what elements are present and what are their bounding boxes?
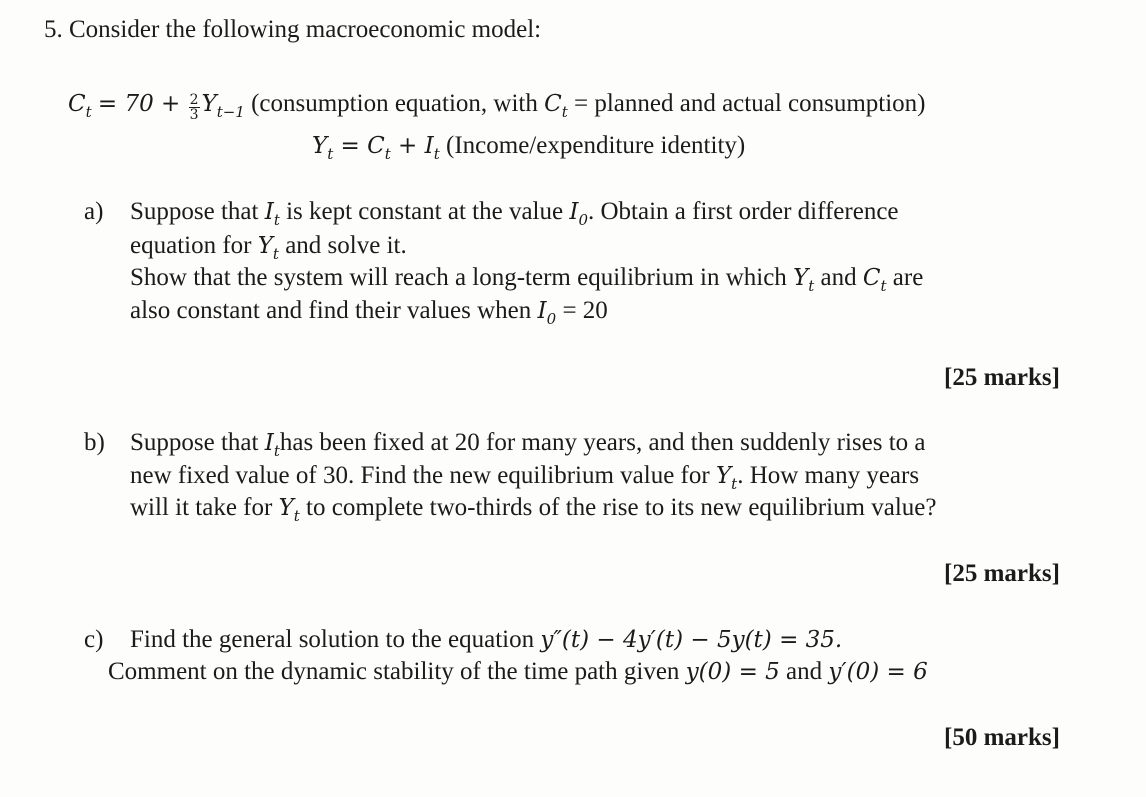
- eq1-tail: = planned and actual consumption): [574, 90, 926, 117]
- eq2-description: (Income/expenditure identity): [446, 132, 746, 159]
- part-a-line-2: equation for $Y_t$ and solve it.: [130, 232, 407, 263]
- initial-condition-dy: y′(0) = 6: [828, 659, 928, 685]
- fraction-two-thirds: $\frac{2}{3}$: [189, 92, 199, 123]
- eq1-description: (consumption equation, with: [251, 90, 538, 117]
- question-heading: 5. Consider the following macroeconomic model:: [44, 16, 542, 43]
- part-a-marks: [25 marks]: [944, 364, 1060, 391]
- part-b-line-2: new fixed value of 30. Find the new equilibrium value for $Y_t$. How many years: [130, 462, 920, 493]
- differential-equation: y″(t) − 4y′(t) − 5y(t) = 35.: [540, 627, 843, 653]
- eq1-prefix: = 70 +: [97, 91, 181, 117]
- part-b-label: b): [84, 429, 105, 456]
- part-c-line-1: c) Find the general solution to the equation y″(t) − 4y′(t) − 5y(t) = 35.: [84, 624, 842, 656]
- part-a-line-3: Show that the system will reach a long-term equilibrium in which $Y_t$ and $C_t$ are: [130, 264, 924, 295]
- income-identity: $Y_t = C_t + I_t$ (Income/expenditure identity): [312, 132, 746, 163]
- part-c-label: c): [84, 626, 104, 653]
- part-a-label: a): [84, 198, 104, 225]
- part-a-line-4: also constant and find their values when $I_0 = 20$: [130, 297, 608, 328]
- part-b-line-3: will it take for $Y_t$ to complete two-thirds of the rise to its new equilibrium value?: [130, 494, 937, 525]
- part-c-line-2: Comment on the dynamic stability of the time path given y(0) = 5 and y′(0) = 6: [108, 658, 928, 685]
- part-c-marks: [50 marks]: [944, 724, 1060, 751]
- part-a-line-1: a) Suppose that $I_t$ is kept constant at the value $I_0$. Obtain a first order difference: [84, 198, 899, 229]
- part-b-marks: [25 marks]: [944, 560, 1060, 587]
- part-b-line-1: b) Suppose that $I_thas$ been fixed at 20 for many years, and then suddenly rises to a: [84, 429, 926, 460]
- consumption-equation: $C_t = 70$ + $\frac{2}{3}$ $Y_{t-1}$ (consumption equation, with $C_t$ = planned and actual consumption): [68, 90, 926, 123]
- initial-condition-y: y(0) = 5: [685, 659, 780, 685]
